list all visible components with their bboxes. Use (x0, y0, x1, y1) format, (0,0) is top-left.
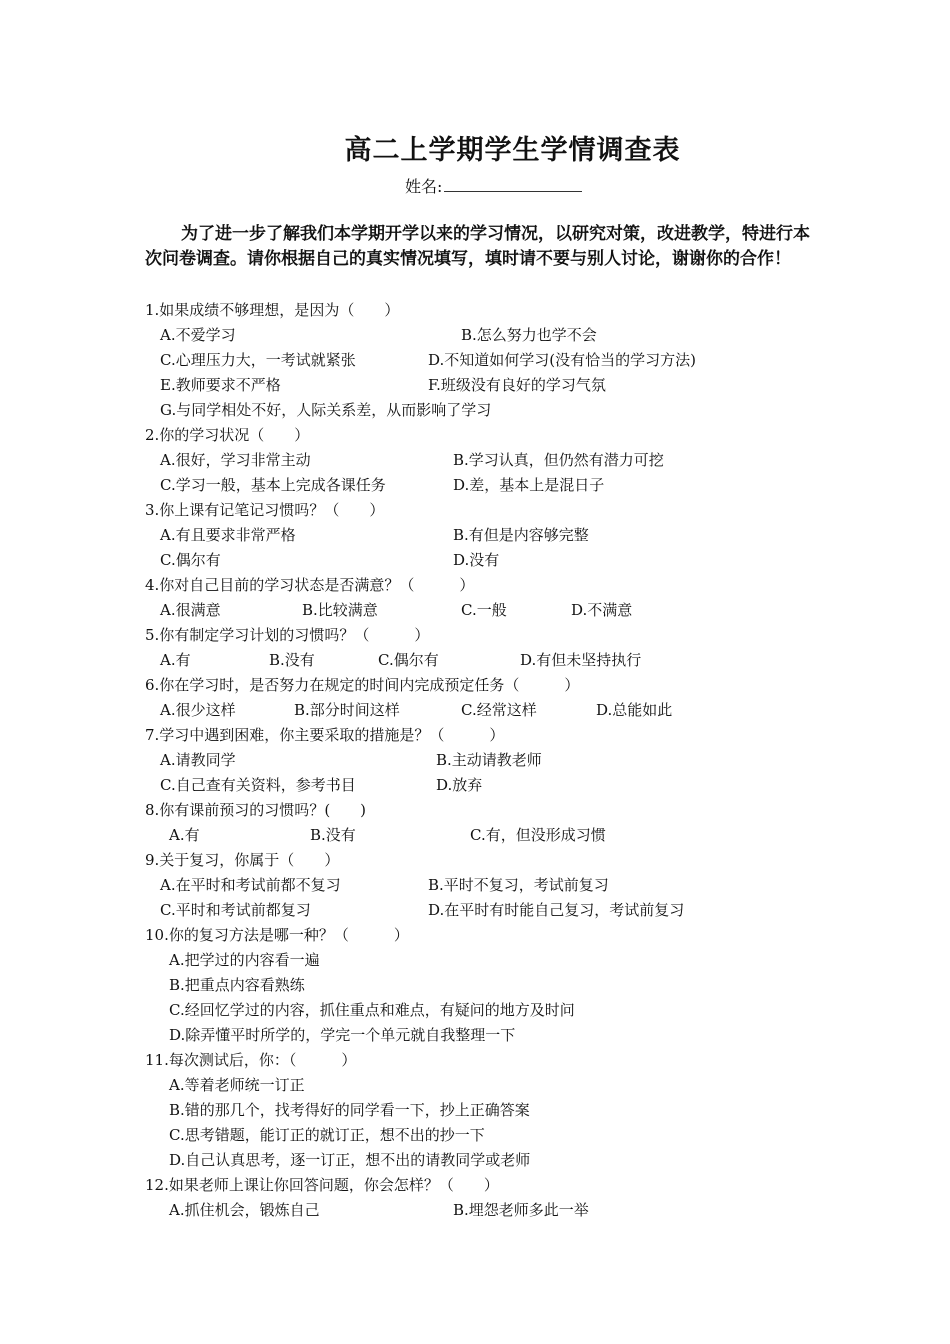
option-item[interactable]: C.学习一般，基本上完成各课任务 (160, 476, 386, 494)
option-row (145, 648, 825, 673)
name-label: 姓名: (405, 177, 443, 196)
option-item[interactable]: C.思考错题，能订正的就订正，想不出的抄一下 (169, 1126, 485, 1144)
option-item[interactable]: D.差，基本上是混日子 (453, 476, 605, 494)
option-item[interactable]: A.有且要求非常严格 (160, 526, 296, 544)
question-1: 1.如果成绩不够理想，是因为（ ） (145, 301, 400, 319)
option-row (145, 948, 825, 973)
question-5: 5.你有制定学习计划的习惯吗？（ ） (145, 626, 430, 644)
option-item[interactable]: B.学习认真，但仍然有潜力可挖 (453, 451, 664, 469)
name-field[interactable] (405, 174, 582, 197)
option-item[interactable]: B.怎么努力也学不会 (461, 326, 597, 344)
option-item[interactable]: A.把学过的内容看一遍 (169, 951, 320, 969)
option-item[interactable]: D.自己认真思考，逐一订正，想不出的请教同学或老师 (169, 1151, 531, 1169)
option-item[interactable]: C.经回忆学过的内容，抓住重点和难点，有疑问的地方及时问 (169, 1001, 575, 1019)
option-item[interactable]: A.等着老师统一订正 (169, 1076, 305, 1094)
option-row (145, 973, 825, 998)
option-row (145, 398, 825, 423)
option-row (145, 348, 825, 373)
option-item[interactable]: B.有但是内容够完整 (453, 526, 589, 544)
option-item[interactable]: C.心理压力大，一考试就紧张 (160, 351, 356, 369)
option-item[interactable]: B.部分时间这样 (294, 701, 400, 719)
option-item[interactable]: B.错的那几个，找考得好的同学看一下，抄上正确答案 (169, 1101, 530, 1119)
option-item[interactable]: C.经常这样 (461, 701, 537, 719)
page-title: 高二上学期学生学情调查表 (344, 135, 681, 166)
question-8: 8.你有课前预习的习惯吗？( ) (145, 801, 367, 819)
option-item[interactable]: A.请教同学 (160, 751, 236, 769)
option-item[interactable]: D.不满意 (571, 601, 633, 619)
option-row (145, 473, 825, 498)
option-item[interactable]: A.很好，学习非常主动 (160, 451, 311, 469)
question-4: 4.你对自己目前的学习状态是否满意？（ ） (145, 576, 475, 594)
option-item[interactable]: C.偶尔有 (378, 651, 439, 669)
option-item[interactable]: A.抓住机会，锻炼自己 (169, 1201, 320, 1219)
intro-paragraph: 为了进一步了解我们本学期开学以来的学习情况，以研究对策，改进教学，特进行本次问卷调查。请你根据自己的真实情况填写，填时请不要与别人讨论，谢谢你的合作！ (145, 224, 810, 269)
option-row (145, 548, 825, 573)
option-row (145, 698, 825, 723)
option-item[interactable]: D.不知道如何学习(没有恰当的学习方法) (428, 351, 696, 369)
option-item[interactable]: D.没有 (453, 551, 500, 569)
name-blank[interactable] (444, 175, 582, 192)
option-item[interactable]: C.自己查有关资料，参考书目 (160, 776, 356, 794)
option-item[interactable]: G.与同学相处不好，人际关系差，从而影响了学习 (160, 401, 492, 419)
question-9: 9.关于复习，你属于（ ） (145, 851, 340, 869)
option-row (145, 448, 825, 473)
option-row (145, 773, 825, 798)
option-item[interactable]: D.总能如此 (596, 701, 673, 719)
option-row (145, 1073, 825, 1098)
option-item[interactable]: C.平时和考试前都复习 (160, 901, 311, 919)
option-row (145, 1023, 825, 1048)
option-row (145, 1198, 825, 1223)
option-item[interactable]: B.埋怨老师多此一举 (453, 1201, 589, 1219)
option-item[interactable]: A.在平时和考试前都不复习 (160, 876, 341, 894)
option-row (145, 748, 825, 773)
option-item[interactable]: A.很少这样 (160, 701, 236, 719)
option-row (145, 1148, 825, 1173)
option-item[interactable]: A.很满意 (160, 601, 221, 619)
option-item[interactable]: A.有 (169, 826, 200, 844)
option-item[interactable]: D.有但未坚持执行 (520, 651, 642, 669)
option-row (145, 823, 825, 848)
option-item[interactable]: B.把重点内容看熟练 (169, 976, 305, 994)
option-item[interactable]: C.偶尔有 (160, 551, 221, 569)
question-6: 6.你在学习时，是否努力在规定的时间内完成预定任务（ ） (145, 676, 580, 694)
option-item[interactable]: E.教师要求不严格 (160, 376, 281, 394)
question-10: 10.你的复习方法是哪一种？（ ） (145, 926, 409, 944)
option-item[interactable]: B.比较满意 (302, 601, 378, 619)
option-row (145, 1098, 825, 1123)
option-row (145, 598, 825, 623)
option-item[interactable]: C.一般 (461, 601, 507, 619)
option-row (145, 873, 825, 898)
question-2: 2.你的学习状况（ ） (145, 426, 310, 444)
option-item[interactable]: B.主动请教老师 (436, 751, 542, 769)
option-row (145, 998, 825, 1023)
option-row (145, 898, 825, 923)
question-11: 11.每次测试后，你：（ ） (145, 1051, 357, 1069)
question-7: 7.学习中遇到困难，你主要采取的措施是？（ ） (145, 726, 505, 744)
question-list (145, 298, 825, 1223)
option-row (145, 1123, 825, 1148)
option-row (145, 323, 825, 348)
option-item[interactable]: B.没有 (310, 826, 356, 844)
option-item[interactable]: A.不爱学习 (160, 326, 236, 344)
option-row (145, 523, 825, 548)
question-12: 12.如果老师上课让你回答问题，你会怎样？（ ） (145, 1176, 499, 1194)
option-item[interactable]: D.在平时有时能自己复习，考试前复习 (428, 901, 685, 919)
option-item[interactable]: D.放弃 (436, 776, 483, 794)
option-item[interactable]: C.有，但没形成习惯 (470, 826, 606, 844)
option-item[interactable]: B.没有 (269, 651, 315, 669)
option-item[interactable]: D.除弄懂平时所学的，学完一个单元就自我整理一下 (169, 1026, 516, 1044)
option-item[interactable]: F.班级没有良好的学习气氛 (428, 376, 606, 394)
question-3: 3.你上课有记笔记习惯吗？（ ） (145, 501, 385, 519)
option-item[interactable]: B.平时不复习，考试前复习 (428, 876, 609, 894)
option-row (145, 373, 825, 398)
option-item[interactable]: A.有 (160, 651, 191, 669)
